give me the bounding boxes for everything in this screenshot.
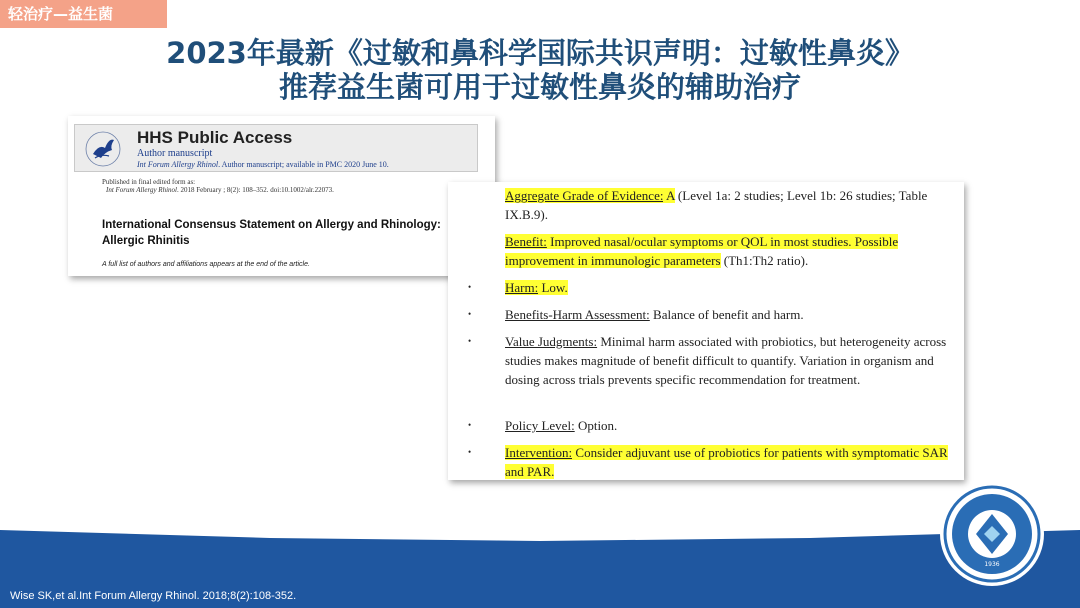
- section-tag: 轻治疗—益生菌: [0, 0, 167, 28]
- published-note: Published in final edited form as:: [102, 178, 196, 186]
- harm-item: Harm: Low.: [505, 280, 568, 295]
- hhs-availability: Int Forum Allergy Rhinol. Author manuscript; available in PMC 2020 June 10.: [137, 160, 389, 169]
- hhs-manuscript-card: [68, 116, 495, 276]
- hhs-heading: HHS Public Access: [137, 128, 293, 147]
- title-line-2: 推荐益生菌可用于过敏性鼻炎的辅助治疗: [278, 70, 801, 104]
- title-line-1: 2023年最新《过敏和鼻科学国际共识声明：过敏性鼻炎》: [166, 36, 914, 70]
- hhs-eagle-icon: [83, 130, 123, 168]
- intervention-item: Intervention: Consider adjuvant use of probiotics for patients with symptomatic SAR and PAR.: [505, 445, 948, 479]
- evidence-card: [448, 182, 964, 480]
- authors-note: A full list of authors and affiliations appears at the end of the article.: [102, 261, 310, 268]
- hhs-header-box: [74, 124, 478, 172]
- bullet-harm: •: [468, 282, 472, 292]
- published-citation: Int Forum Allergy Rhinol. 2018 February ; 8(2): 108–352. doi:10.1002/alr.22073.: [106, 186, 334, 194]
- value-judgments-item: Value Judgments: Minimal harm associated with probiotics, but heterogeneity across studies makes magnitude of benefit difficult to quantify. Variation in organism and dosing across trials prevents specific recommendation for treatment.: [505, 334, 947, 387]
- policy-level-item: Policy Level: Option.: [505, 418, 618, 433]
- seal-year: 1936: [984, 561, 1000, 568]
- grade-of-evidence: Aggregate Grade of Evidence: A (Level 1a: 2 studies; Level 1b: 26 studies; Table IX.B.9).: [505, 188, 928, 222]
- bullet-benefit-harm: •: [468, 309, 472, 319]
- bullet-policy: •: [468, 420, 472, 430]
- seal-emblem-icon: [940, 482, 1044, 586]
- benefit-item: Benefit: Improved nasal/ocular symptoms or QOL in most studies. Possible improvement in immunologic parameters (Th1:Th2 ratio).: [505, 234, 899, 268]
- benefit-harm-item: Benefits-Harm Assessment: Balance of benefit and harm.: [505, 307, 804, 322]
- paper-title: International Consensus Statement on Allergy and Rhinology: Allergic Rhinitis: [102, 219, 441, 247]
- hospital-seal: [940, 482, 1044, 586]
- page-title: [0, 36, 1080, 104]
- bullet-value-judgments: •: [468, 336, 472, 346]
- bullet-intervention: •: [468, 447, 472, 457]
- hhs-author-manuscript: Author manuscript: [137, 148, 213, 159]
- citation: Wise SK,et al.Int Forum Allergy Rhinol. 2018;8(2):108-352.: [10, 590, 297, 602]
